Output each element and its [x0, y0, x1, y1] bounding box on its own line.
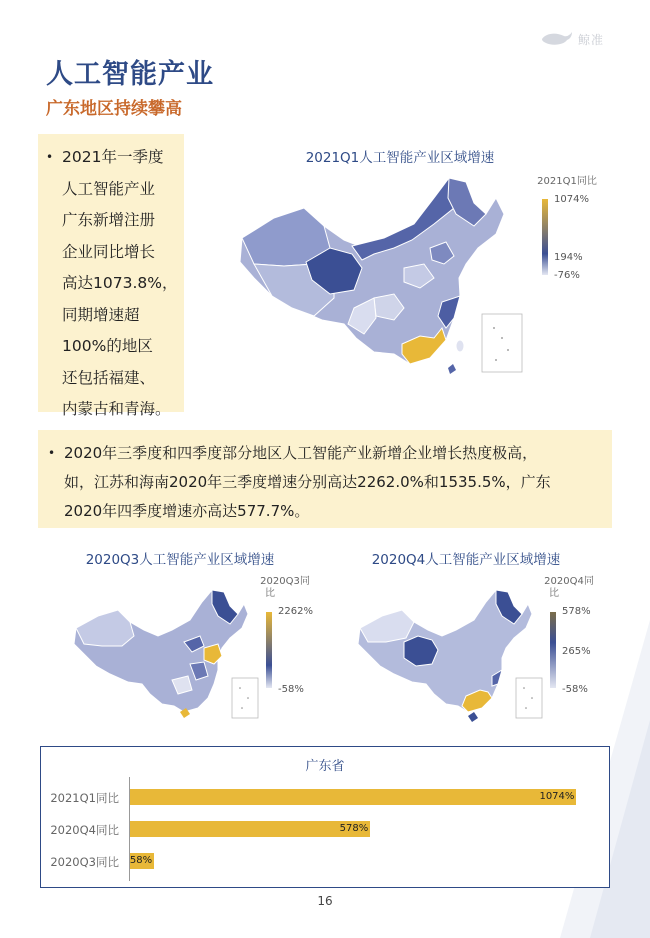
legend-q3-title-line1: 2020Q3同	[260, 576, 310, 587]
legend-q3-title-line2: 比	[265, 588, 275, 599]
legend-q4-mid: 265%	[562, 646, 591, 657]
south-sea-inset	[232, 678, 258, 718]
legend-q1-mid: 194%	[554, 252, 583, 263]
text-line: 100%的地区	[62, 337, 153, 355]
legend-q1-title: 2021Q1同比	[537, 176, 597, 187]
bar-mark	[130, 789, 576, 805]
china-map-q4	[356, 584, 546, 724]
brand-logo	[540, 28, 620, 50]
legend-q1-gradient	[542, 199, 548, 275]
text-line: 2020年四季度增速亦高达577.7%。	[64, 502, 310, 520]
guangdong-bar-chart	[40, 746, 610, 888]
whale-logo-icon	[540, 30, 574, 48]
china-map-q3	[72, 584, 262, 724]
legend-q3-min: -58%	[278, 684, 304, 695]
region-hainan	[468, 712, 478, 722]
legend-q4-title-line2: 比	[549, 588, 559, 599]
insight-text-q3q4	[48, 439, 600, 526]
insight-box-q1	[38, 134, 184, 418]
page-title: 人工智能产业	[46, 59, 214, 90]
brand-name: 鲸准	[578, 32, 605, 47]
text-line: 广东新增注册	[62, 211, 156, 229]
text-line: 2021年一季度	[62, 148, 164, 166]
bullet-dot-icon: •	[46, 150, 54, 164]
south-sea-inset	[482, 314, 522, 372]
bar-category-label: 2021Q1同比	[50, 791, 119, 805]
bar-value-label: 578%	[339, 823, 369, 834]
china-map-q1	[234, 168, 534, 378]
bar-category-label: 2020Q4同比	[50, 823, 119, 837]
legend-q3-gradient	[266, 612, 272, 688]
region-taiwan	[456, 340, 464, 352]
text-line: 同期增速超	[62, 305, 140, 324]
legend-q3-max: 2262%	[278, 606, 313, 617]
insight-text-q1	[46, 142, 178, 426]
bar-row	[41, 789, 609, 807]
page-subtitle: 广东地区持续攀高	[46, 99, 182, 119]
text-line: 如，江苏和海南2020年三季度增速分别高达2262.0%和1535.5%，广东	[64, 473, 551, 491]
south-sea-inset	[516, 678, 542, 718]
legend-q4-min: -58%	[562, 684, 588, 695]
bar-value-label: 58%	[129, 855, 153, 866]
map-q1-title: 2021Q1人工智能产业区域增速	[305, 150, 495, 166]
insight-box-q3q4	[38, 430, 612, 528]
map-q4-title: 2020Q4人工智能产业区域增速	[371, 552, 561, 568]
bullet-dot-icon: •	[48, 446, 56, 460]
bar-category-label: 2020Q3同比	[50, 855, 119, 869]
region-jiangsu	[204, 644, 222, 664]
text-line: 2020年三季度和四季度部分地区人工智能产业新增企业增长热度极高，	[64, 444, 538, 462]
bar-row	[41, 853, 609, 871]
legend-q4-gradient	[550, 612, 556, 688]
legend-q1-min: -76%	[554, 270, 580, 281]
bar-row	[41, 821, 609, 839]
legend-q1-max: 1074%	[554, 194, 589, 205]
text-line: 人工智能产业	[62, 179, 156, 198]
chart-title: 广东省	[305, 759, 345, 774]
map-q3-title: 2020Q3人工智能产业区域增速	[85, 552, 275, 568]
text-line: 企业同比增长	[62, 242, 156, 261]
text-line: 高达1073.8%，	[62, 274, 178, 292]
text-line: 还包括福建、	[62, 368, 156, 387]
bar-value-label: 1074%	[539, 791, 575, 802]
legend-q4-max: 578%	[562, 606, 591, 617]
region-xinjiang	[76, 610, 134, 646]
text-line: 内蒙古和青海。	[62, 400, 171, 418]
region-hainan	[448, 364, 456, 374]
page-number: 16	[317, 894, 333, 908]
legend-q4-title-line1: 2020Q4同	[544, 576, 594, 587]
region-xinjiang	[360, 610, 414, 642]
